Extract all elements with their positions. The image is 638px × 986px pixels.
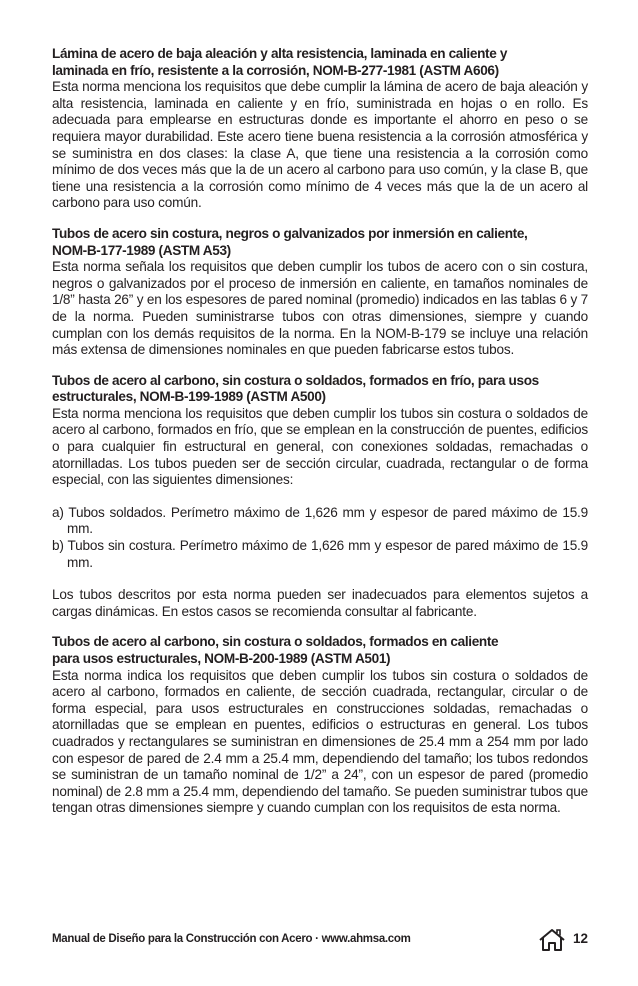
footer-text: Manual de Diseño para la Construcción con Acero · www.ahmsa.com — [52, 933, 411, 945]
section-tubos-nom-b-199 — [52, 373, 588, 621]
section-title-line: laminada en frío, resistente a la corrosión, NOM-B-277-1981 (ASTM A606) — [52, 62, 499, 78]
section-title-line: NOM-B-177-1989 (ASTM A53) — [52, 242, 231, 258]
section-title — [52, 46, 588, 79]
document-page — [52, 46, 588, 831]
section-body: Esta norma menciona los requisitos que debe cumplir la lámina de acero de baja aleación y alta resistencia, laminada en caliente y en frío, suministrada en hojas o en rollo. Es adecuada para emplearse en estructuras donde es importante el ahorro en peso o se requiera mayor durabilidad. Este acero tiene buena resistencia a la corrosión atmosférica y se suministra en dos clases: la clase A, que tiene una resistencia a la corrosión como mínimo de dos veces más que la de un acero al carbono para uso común, y la clase B, que tiene una resistencia a la corrosión como mínimo de 4 veces más que la de un acero al carbono para uso común. — [52, 79, 588, 211]
section-title-line: Tubos de acero al carbono, sin costura o soldados, formados en caliente — [52, 634, 499, 650]
section-note: Los tubos descritos por esta norma pueden ser inadecuados para elementos sujetos a cargas dinámicas. En estos casos se recomienda consultar al fabricante. — [52, 587, 588, 619]
section-title-line: Lámina de acero de baja aleación y alta resistencia, laminada en caliente y — [52, 46, 508, 61]
section-body: Esta norma indica los requisitos que deben cumplir los tubos sin costura o soldados de acero al carbono, formados en caliente, de sección cuadrada, rectangular, circular o de forma especial, para usos estructurales en construcciones soldadas, remachadas o atornilladas que se emplean en puentes, edificios o estructuras en general. Los tubos cuadrados y rectangulares se suministran en dimensiones de 25.4 mm a 254 mm por lado con espesor de pared de 2.4 mm a 25.4 mm, dependiendo del tamaño; los tubos redondos se suministran de un tamaño nominal de 1/2” a 24”, con un espesor de pared (promedio nominal) de 2.8 mm a 25.4 mm, dependiendo del tamaño. Se pueden suministrar tubos que tengan otras dimensiones siempre y cuando cumplan con los requisitos de esta norma. — [52, 667, 588, 816]
section-title — [52, 634, 588, 667]
section-tubos-nom-b-177 — [52, 226, 588, 359]
paragraph-gap — [52, 571, 588, 587]
home-icon[interactable] — [538, 928, 566, 952]
section-title — [52, 226, 588, 259]
section-body: Esta norma señala los requisitos que deben cumplir los tubos de acero con o sin costura, negros o galvanizados por el proceso de inmersión en caliente, en tamaños nominales de 1/8” hasta 26” y en los espesores de pared nominal (promedio) indicados en las tablas 6 y 7 de la norma. Pueden suministrarse tubos con otras dimensiones, siempre y cuando cumplan con los demás requisitos de la norma. En la NOM-B-179 se incluye una relación más extensa de dimensiones nominales en que pueden fabricarse estos tubos. — [52, 259, 588, 358]
dimension-list — [52, 505, 588, 571]
section-title-line: Tubos de acero al carbono, sin costura o soldados, formados en frío, para usos — [52, 372, 539, 388]
section-title-line: para usos estructurales, NOM-B-200-1989 (ASTM A501) — [52, 651, 391, 666]
section-title — [52, 373, 588, 406]
paragraph-gap — [52, 489, 588, 505]
section-title-line: estructurales, NOM-B-199-1989 (ASTM A500) — [52, 389, 326, 405]
list-item: b) Tubos sin costura. Perímetro máximo de 1,626 mm y espesor de pared máximo de 15.9 mm. — [52, 538, 588, 570]
page-footer — [52, 928, 588, 952]
list-item: a) Tubos soldados. Perímetro máximo de 1,626 mm y espesor de pared máximo de 15.9 mm. — [52, 504, 588, 537]
section-title-line: Tubos de acero sin costura, negros o galvanizados por inmersión en caliente, — [52, 225, 528, 241]
section-body: Esta norma menciona los requisitos que deben cumplir los tubos sin costura o soldados de acero al carbono, formados en frío, que se emplean en la construcción de puentes, edificios o para cualquier fin estructural en general, con conexiones soldadas, remachadas o atornilladas. Los tubos pueden ser de sección circular, cuadrada, rectangular o de forma especial, con las siguientes dimensiones: — [52, 405, 588, 488]
page-number: 12 — [572, 931, 588, 946]
section-tubos-nom-b-200 — [52, 634, 588, 817]
section-lamina-nom-b-277 — [52, 46, 588, 212]
